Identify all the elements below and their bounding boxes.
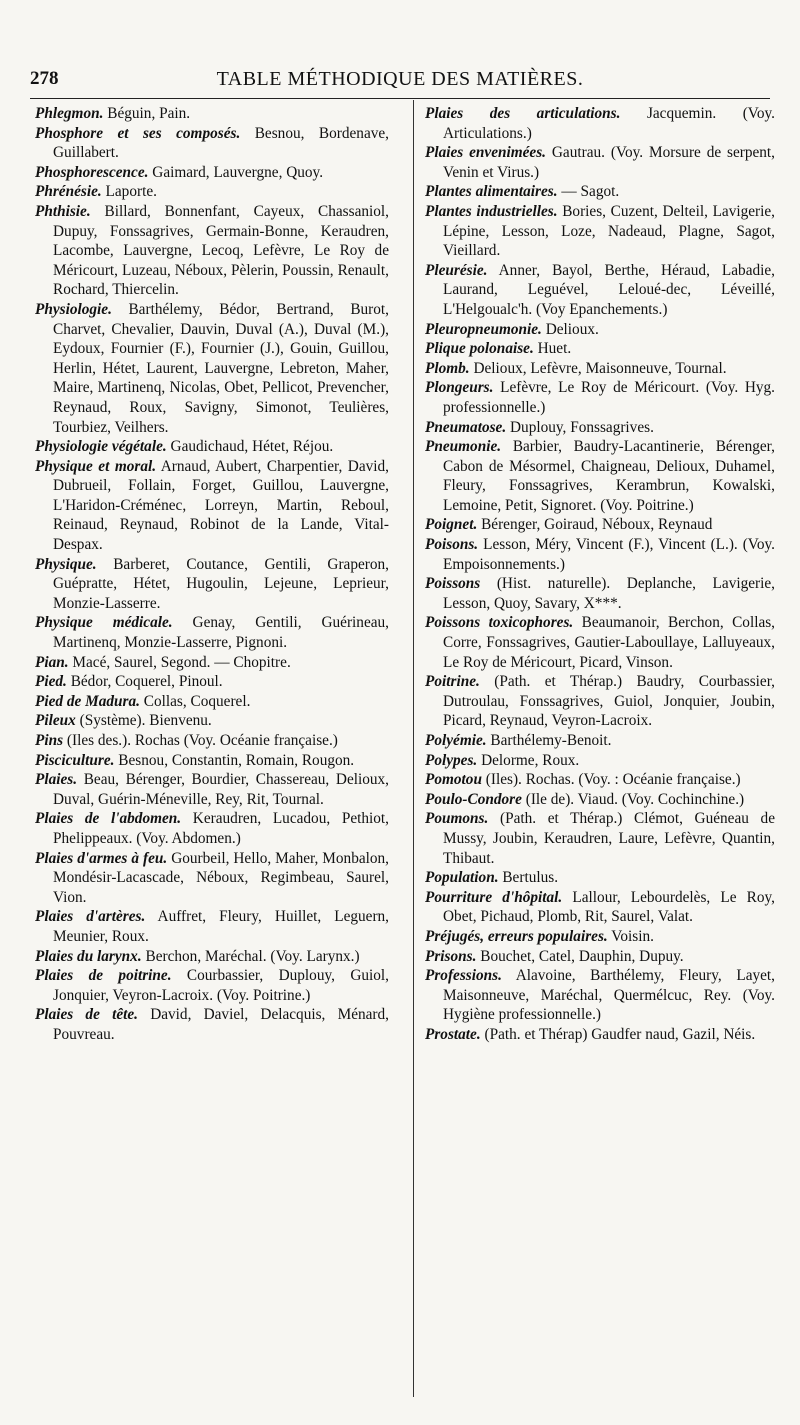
index-term: Poissons toxicophores. xyxy=(425,614,574,632)
index-entry xyxy=(35,751,389,771)
index-entry xyxy=(35,300,389,437)
index-term: Plaies d'armes à feu. xyxy=(35,849,168,867)
index-entry xyxy=(425,1025,775,1045)
index-term: Plaies. xyxy=(35,771,78,789)
index-references: Barbier, Baudry-Lacantinerie, Bérenger, Cabon de Mésormel, Chaigneau, Delioux, Duhamel, Fleury, Fonssagrives, Kerambrun, Kowalski, Lemoine, Petit, Signoret. (Voy. Poitrine.) xyxy=(443,438,775,514)
index-term: Plaies de l'abdomen. xyxy=(35,810,182,828)
page-header xyxy=(30,68,770,94)
index-entry xyxy=(425,868,775,888)
index-references: (Ile de). Viaud. (Voy. Cochinchine.) xyxy=(525,790,745,808)
index-entry xyxy=(35,1005,389,1044)
index-entry xyxy=(35,711,389,731)
index-term: Prisons. xyxy=(425,947,477,965)
index-references: Barthélemy-Benoit. xyxy=(490,732,612,749)
index-term: Physiologie. xyxy=(35,300,112,318)
index-entry xyxy=(425,731,775,751)
index-term: Polypes. xyxy=(425,751,478,769)
index-references: Beaumanoir, Berchon, Collas, Corre, Fonssagrives, Gautier-Laboullaye, Lalluyeaux, Le Roy de Méricourt, Picard, Vinson. xyxy=(443,614,776,671)
index-term: Phlegmon. xyxy=(35,105,104,122)
index-references: Bérenger, Goiraud, Néboux, Reynaud xyxy=(481,516,713,534)
index-references: Gautrau. (Voy. Morsure de serpent, Venin et Virus.) xyxy=(443,144,775,181)
index-entry xyxy=(425,202,775,261)
index-references: Besnou, Constantin, Romain, Rougon. xyxy=(118,751,355,769)
index-term: Phosphorescence. xyxy=(35,163,149,181)
index-entry xyxy=(425,770,775,790)
index-term: Poisons. xyxy=(425,536,479,554)
index-references: Lesson, Méry, Vincent (F.), Vincent (L.). (Voy. Empoisonnements.) xyxy=(443,536,776,573)
index-entry xyxy=(35,947,389,967)
index-entry xyxy=(425,809,775,868)
index-term: Prostate. xyxy=(425,1025,481,1043)
index-entry xyxy=(35,770,389,809)
index-references: Voisin. xyxy=(611,927,654,945)
index-references: Auffret, Fleury, Huillet, Leguern, Meunier, Roux. xyxy=(53,908,390,945)
index-entry xyxy=(425,418,775,438)
index-entry xyxy=(425,182,775,202)
index-entry xyxy=(425,966,775,1025)
index-references: Laporte. xyxy=(105,183,157,201)
index-term: Plongeurs. xyxy=(425,379,494,397)
index-entry xyxy=(425,339,775,359)
index-term: Plaies de poitrine. xyxy=(35,967,172,985)
index-references: Jacquemin. (Voy. Articulations.) xyxy=(443,105,775,142)
index-references: Delorme, Roux. xyxy=(481,751,580,769)
index-term: Phrénésie. xyxy=(35,183,102,201)
running-title: TABLE MÉTHODIQUE DES MATIÈRES. xyxy=(216,68,584,90)
index-references: Lallour, Lebourdelès, Le Roy, Obet, Pichaud, Plomb, Rit, Saurel, Valat. xyxy=(443,888,775,926)
index-term: Pileux xyxy=(35,712,76,730)
index-entry xyxy=(425,574,775,613)
index-references: Bouchet, Catel, Dauphin, Dupuy. xyxy=(480,947,684,965)
left-column xyxy=(35,104,389,1045)
index-references: Besnou, Bordenave, Guillabert. xyxy=(53,124,389,162)
index-references: Courbassier, Duplouy, Guiol, Jonquier, Veyron-Lacroix. (Voy. Poitrine.) xyxy=(53,967,389,1004)
index-term: Plaies du larynx. xyxy=(35,947,142,965)
index-entry xyxy=(35,124,389,163)
index-references: Collas, Coquerel. xyxy=(143,692,251,710)
index-references: Gourbeil, Hello, Maher, Monbalon, Mondésir-Lacascade, Néboux, Regimbeau, Saurel, Vion. xyxy=(53,849,390,906)
index-references: Beau, Bérenger, Bourdier, Chassereau, Delioux, Duval, Guérin-Méneville, Rey, Rit, Tournal. xyxy=(53,771,390,808)
index-term: Plaies de tête. xyxy=(35,1006,138,1024)
index-term: Plantes alimentaires. xyxy=(425,183,558,201)
index-term: Pins xyxy=(35,732,64,749)
index-entry xyxy=(35,731,389,751)
index-references: (Iles). Rochas. (Voy. : Océanie française.) xyxy=(485,771,741,789)
index-entry xyxy=(425,359,775,379)
index-entry xyxy=(425,672,775,731)
index-entry xyxy=(35,555,389,614)
index-term: Plique polonaise. xyxy=(425,340,534,358)
index-term: Pneumonie. xyxy=(425,438,502,456)
index-references: (Path. et Thérap.) Baudry, Courbassier, Dutroulau, Fonssagrives, Guiol, Jonquier, Joubin, Picard, Reynaud, Veyron-Lacroix. xyxy=(443,673,775,730)
index-term: Poignet. xyxy=(425,516,478,534)
index-term: Pomotou xyxy=(425,771,482,789)
index-entry xyxy=(425,437,775,515)
index-references: Alavoine, Barthélemy, Fleury, Layet, Maisonneuve, Maréchal, Quermélcuc, Rey. (Voy. Hygiène professionnelle.) xyxy=(443,967,775,1024)
index-entry xyxy=(35,163,389,183)
index-term: Plomb. xyxy=(425,359,470,377)
index-term: Pied. xyxy=(35,673,67,691)
index-references: David, Daviel, Delacquis, Ménard, Pouvreau. xyxy=(53,1006,389,1043)
index-references: Genay, Gentili, Guérineau, Martinenq, Monzie-Lasserre, Pignoni. xyxy=(53,614,389,652)
page-number: 278 xyxy=(30,68,59,89)
index-entry xyxy=(35,809,389,848)
index-references: Anner, Bayol, Berthe, Héraud, Labadie, Laurand, Leguével, Leloué-dec, Léveillé, L'Helgoualc'h. (Voy Epanchements.) xyxy=(443,261,775,318)
index-entry xyxy=(425,104,775,143)
index-references: Barthélemy, Bédor, Bertrand, Burot, Charvet, Chevalier, Dauvin, Duval (A.), Duval (M.), Eydoux, Fournier (F.), Fournier (J.), Gouin, Guillou, Herlin, Hétet, Laurent, Lauvergne, Lebreton, Maher, Maire, Martinenq, Nicolas, Obet, Pellicot, Prevencher, Reynaud, Roux, Savigny, Simonot, Teulières, Tourbiez, Veilhers. xyxy=(53,300,389,436)
index-entry xyxy=(35,849,389,908)
index-references: Keraudren, Lucadou, Pethiot, Phelippeaux. (Voy. Abdomen.) xyxy=(53,810,390,847)
index-references: (Path. et Thérap.) Clémot, Guéneau de Mussy, Joubin, Keraudren, Laure, Lefèvre, Quantin, Thibaut. xyxy=(443,810,775,867)
index-entry xyxy=(425,790,775,810)
index-term: Plantes industrielles. xyxy=(425,202,558,220)
index-term: Pisciculture. xyxy=(35,751,115,769)
index-term: Pied de Madura. xyxy=(35,692,140,710)
index-entry xyxy=(425,320,775,340)
index-term: Physique médicale. xyxy=(35,614,173,632)
header-rule xyxy=(30,98,770,99)
index-term: Physique. xyxy=(35,555,97,573)
index-term: Physiologie végétale. xyxy=(35,438,167,456)
index-references: Delioux, Lefèvre, Maisonneuve, Tournal. xyxy=(473,359,727,377)
index-entry xyxy=(425,535,775,574)
index-term: Population. xyxy=(425,869,499,887)
index-term: Pneumatose. xyxy=(425,418,507,436)
index-term: Plaies envenimées. xyxy=(425,144,546,162)
index-references: Bédor, Coquerel, Pinoul. xyxy=(70,673,223,691)
index-term: Plaies d'artères. xyxy=(35,908,146,926)
index-term: Poitrine. xyxy=(425,673,480,691)
index-term: Phosphore et ses composés. xyxy=(35,124,241,142)
index-entry xyxy=(35,437,389,457)
index-entry xyxy=(425,515,775,535)
index-term: Pleuropneumonie. xyxy=(425,320,542,338)
index-references: Macé, Saurel, Segond. — Chopitre. xyxy=(72,653,291,671)
index-entry xyxy=(35,692,389,712)
index-entry xyxy=(425,143,775,182)
index-references: Bertulus. xyxy=(502,869,559,887)
index-references: (Iles des.). Rochas (Voy. Océanie française.) xyxy=(66,732,338,749)
index-references: Gaudichaud, Hétet, Réjou. xyxy=(170,438,334,456)
index-entry xyxy=(35,457,389,555)
index-references: — Sagot. xyxy=(561,183,620,201)
index-references: Béguin, Pain. xyxy=(107,105,191,122)
index-references: (Système). Bienvenu. xyxy=(79,712,212,730)
index-entry xyxy=(425,378,775,417)
index-entry xyxy=(425,947,775,967)
index-references: (Hist. naturelle). Deplanche, Lavigerie, Lesson, Quoy, Savary, X***. xyxy=(443,575,775,612)
index-term: Polyémie. xyxy=(425,732,487,749)
index-entry xyxy=(35,104,389,124)
index-references: (Path. et Thérap) Gaudfer naud, Gazil, Néis. xyxy=(484,1025,756,1043)
index-term: Poumons. xyxy=(425,810,489,828)
index-term: Pourriture d'hôpital. xyxy=(425,888,563,906)
index-entry xyxy=(35,202,389,300)
index-references: Billard, Bonnenfant, Cayeux, Chassaniol, Dupuy, Fonssagrives, Germain-Bonne, Keraudren, Lacombe, Lauvergne, Lecoq, Lefèvre, Le Roy de Méricourt, Luzeau, Néboux, Pèlerin, Poussin, Renault, Rochard, Thiercelin. xyxy=(53,202,389,299)
index-references: Duplouy, Fonssagrives. xyxy=(510,418,654,436)
index-references: Berchon, Maréchal. (Voy. Larynx.) xyxy=(145,947,360,965)
index-entry xyxy=(35,653,389,673)
column-divider xyxy=(413,100,414,1397)
index-references: Arnaud, Aubert, Charpentier, David, Dubrueil, Follain, Forget, Guillou, Lauvergne, L'Haridon-Créménec, Lorreyn, Martin, Reboul, Reinaud, Reynaud, Robinot de la Lande, Vital-Despax. xyxy=(53,457,389,554)
index-term: Poissons xyxy=(425,575,481,593)
index-term: Physique et moral. xyxy=(35,457,157,475)
index-term: Phthisie. xyxy=(35,202,91,220)
index-term: Pleurésie. xyxy=(425,261,488,279)
index-references: Barberet, Coutance, Gentili, Graperon, Guépratte, Hétet, Hugoulin, Lejeune, Leprieur, Monzie-Lasserre. xyxy=(53,555,389,612)
index-references: Lefèvre, Le Roy de Méricourt. (Voy. Hyg. professionnelle.) xyxy=(443,379,776,416)
index-references: Huet. xyxy=(537,340,572,358)
index-term: Pian. xyxy=(35,653,69,671)
index-entry xyxy=(35,672,389,692)
index-term: Préjugés, erreurs populaires. xyxy=(425,927,608,945)
index-term: Professions. xyxy=(425,967,502,985)
index-term: Poulo-Condore xyxy=(425,790,522,808)
index-references: Gaimard, Lauvergne, Quoy. xyxy=(152,163,324,181)
index-entry xyxy=(425,927,775,947)
index-references: Delioux. xyxy=(545,320,599,338)
index-entry xyxy=(35,613,389,652)
index-entry xyxy=(425,613,775,672)
index-entry xyxy=(425,888,775,927)
index-entry xyxy=(425,261,775,320)
right-column xyxy=(425,104,775,1045)
index-entry xyxy=(425,751,775,771)
index-entry xyxy=(35,907,389,946)
index-entry xyxy=(35,182,389,202)
index-references: Bories, Cuzent, Delteil, Lavigerie, Lépine, Lesson, Loze, Nadeaud, Plagne, Sagot, Vieillard. xyxy=(443,202,775,260)
index-term: Plaies des articulations. xyxy=(425,105,621,122)
index-entry xyxy=(35,966,389,1005)
